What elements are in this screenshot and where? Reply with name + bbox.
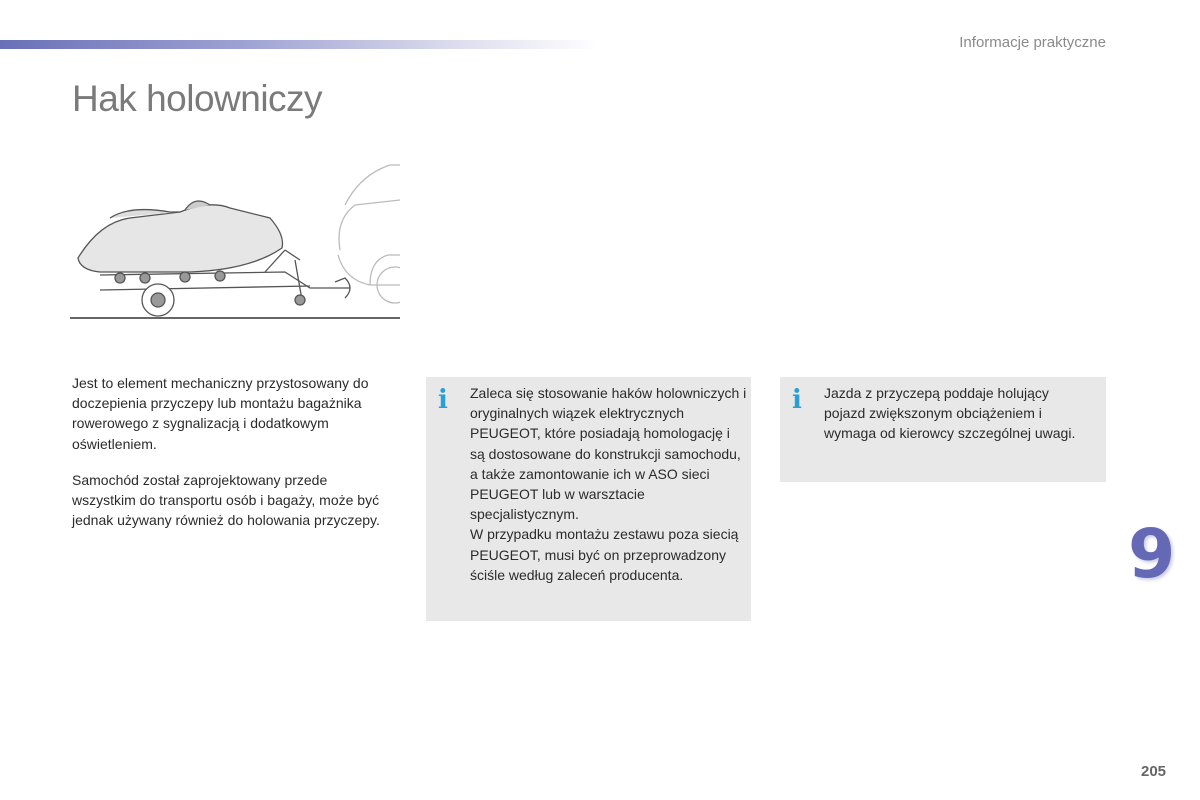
info-text: Jazda z przyczepą poddaje holujący pojazd zwiększonym obciążeniem i wymaga od kierowcy szczególnej uwagi.	[824, 385, 1076, 442]
section-title: Informacje praktyczne	[959, 34, 1106, 51]
info-icon: i	[438, 385, 448, 415]
chapter-number: 9	[1128, 515, 1176, 594]
page-title: Hak holowniczy	[72, 78, 323, 119]
info-box-trailer-load	[780, 377, 1106, 482]
info-text	[470, 383, 748, 585]
info-text-2: W przypadku montażu zestawu poza siecią PEUGEOT, musi być on przeprowadzony ściśle według zaleceń producenta.	[470, 526, 739, 583]
page-number: 205	[1141, 763, 1167, 780]
info-icon: i	[792, 385, 802, 415]
intro-paragraph-2: Samochód został zaprojektowany przede wszystkim do transportu osób i bagaży, może być jednak używany również do holowania przyczepy.	[72, 472, 380, 529]
header-gradient-bar	[0, 40, 600, 49]
trailer-jetski-illustration	[70, 160, 400, 325]
intro-paragraph-1: Jest to element mechaniczny przystosowany do doczepienia przyczepy lub montażu bagażnika rowerowego z sygnalizacją i dodatkowym oświetleniem.	[72, 375, 369, 452]
info-text-1: Zaleca się stosowanie haków holowniczych i oryginalnych wiązek elektrycznych PEUGEOT, które posiadają homologację i są dostosowane do konstrukcji samochodu, a także zamontowanie ich w ASO sieci PEUGEOT lub w warsztacie specjalistycznym.	[470, 385, 747, 523]
info-box-homologation	[426, 377, 751, 621]
